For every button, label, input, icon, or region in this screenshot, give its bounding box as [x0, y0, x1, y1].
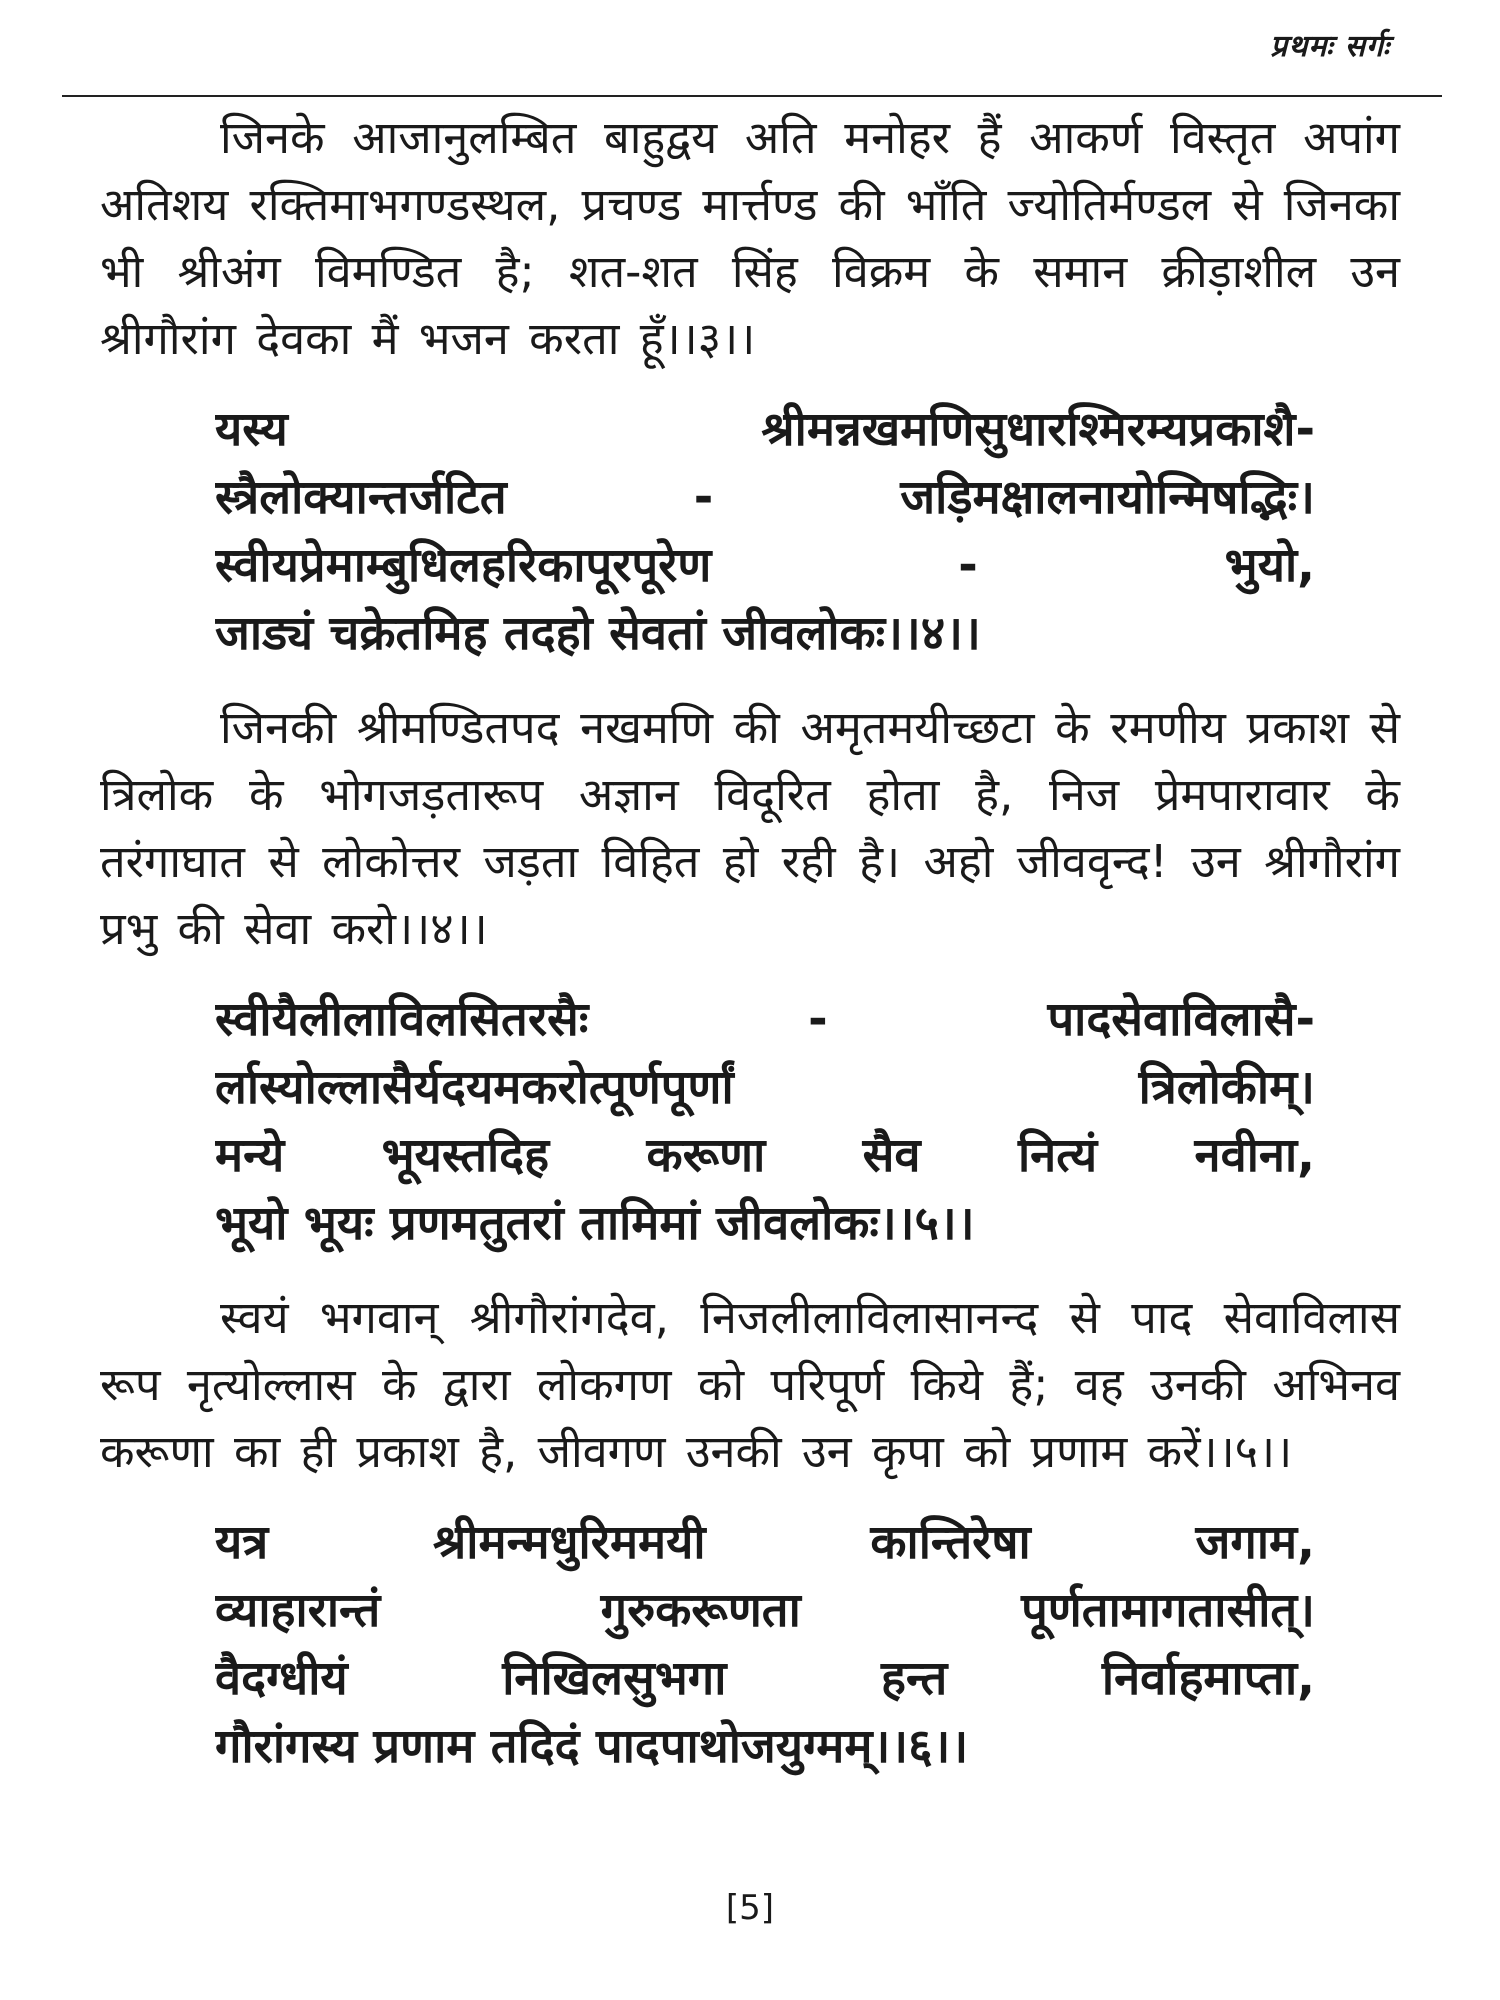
page-number: [5]: [725, 1888, 775, 1928]
commentary-paragraph-5: स्वयं भगवान् श्रीगौरांगदेव, निजलीलाविलासानन्द से पाद सेवाविलास रूप नृत्योल्लास के द्वारा लोकगण को परिपूर्ण किये हैं; वह उनकी अभिनव करूणा का ही प्रकाश है, जीवगण उनकी उन कृपा को प्रणाम करें।।५।।: [100, 1291, 1400, 1478]
verse-line: भूयो भूयः प्रणमतुतरां तामिमां जीवलोकः।।५।।: [215, 1196, 975, 1251]
verse-line: गौरांगस्य प्रणाम तदिदं पादपाथोजयुग्मम्।।६।।: [215, 1719, 969, 1774]
page-body: [100, 104, 1400, 1781]
commentary-paragraph-3: जिनके आजानुलम्बित बाहुद्वय अति मनोहर हैं आकर्ण विस्तृत अपांग अतिशय रक्तिमाभगण्डस्थल, प्रचण्ड मार्त्तण्ड की भाँति ज्योतिर्मण्डल से जिनका भी श्रीअंग विमण्डित है; शत-शत सिंह विक्रम के समान क्रीड़ाशील उन श्रीगौरांग देवका मैं भजन करता हूँ।।३।।: [100, 111, 1400, 365]
verse-line: जाड्यं चक्रेतमिह तदहो सेवतां जीवलोकः।।४।।: [215, 606, 981, 661]
verse-line: मन्ये भूयस्तदिह करूणा सैव नित्यं नवीना,: [215, 1128, 1315, 1183]
commentary-paragraph-4: जिनकी श्रीमण्डितपद नखमणि की अमृतमयीच्छटा के रमणीय प्रकाश से त्रिलोक के भोगजड़तारूप अज्ञान विदूरित होता है, निज प्रेमपारावार के तरंगाघात से लोकोत्तर जड़ता विहित हो रही है। अहो जीववृन्द! उन श्रीगौरांग प्रभु की सेवा करो।।४।।: [100, 701, 1400, 955]
verse-line: यस्य श्रीमन्नखमणिसुधारश्मिरम्यप्रकाशै-: [215, 402, 1315, 457]
verse-line: स्वीयप्रेमाम्बुधिलहरिकापूरपूरेण - भुयो,: [215, 538, 1315, 593]
header-rule: [62, 95, 1442, 97]
verse-line: र्लास्योल्लासैर्यदयमकरोत्पूर्णपूर्णां त्रिलोकीम्।: [215, 1060, 1315, 1115]
sanskrit-verse-6: [215, 1509, 1315, 1781]
verse-line: वैदग्धीयं निखिलसुभगा हन्त निर्वाहमाप्ता,: [215, 1651, 1315, 1706]
verse-line: स्त्रैलोक्यान्तर्जटित - जड़िमक्षालनायोन्मिषद्भिः।: [215, 470, 1315, 525]
sanskrit-verse-5: [215, 986, 1315, 1258]
verse-line: यत्र श्रीमन्मधुरिममयी कान्तिरेषा जगाम,: [215, 1515, 1315, 1570]
verse-line: व्याहारान्तं गुरुकरूणता पूर्णतामागतासीत्।: [215, 1583, 1315, 1638]
sanskrit-verse-4: [215, 396, 1315, 668]
running-header: प्रथमः सर्गः: [1270, 29, 1390, 64]
verse-line: स्वीयैलीलाविलसितरसैः - पादसेवाविलासै-: [215, 992, 1315, 1047]
